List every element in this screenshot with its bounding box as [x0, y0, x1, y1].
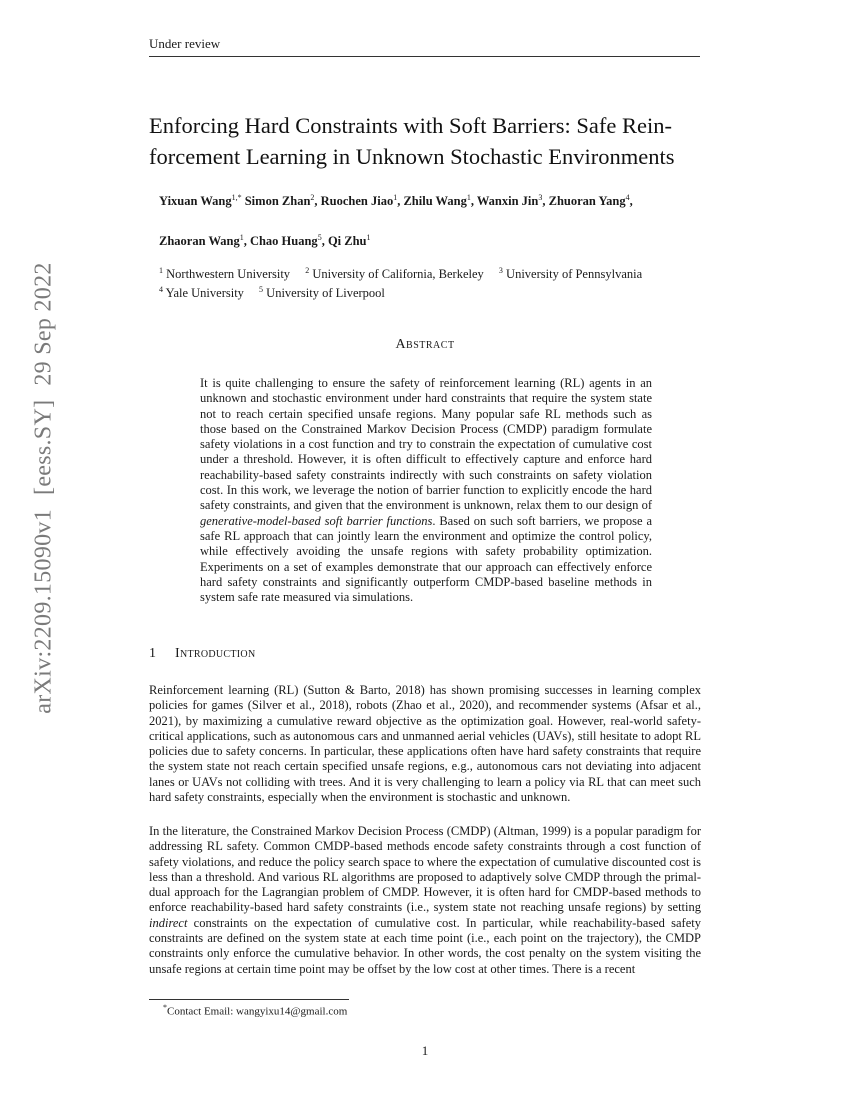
intro-paragraph-2: In the literature, the Constrained Markov Decision Process (CMDP) (Altman, 1999) is a popular paradigm for addressing RL safety. Common CMDP-based methods encode safety constraints through a cost function of safety violations, and reduce the policy search space to where the expectation of cumulative discounted cost is less than a threshold. And various RL algorithms are proposed to adaptively solve CMDP through the primal-dual approach for the Lagrangian problem of CMDP. However, it is often hard for CMDP-based methods to enforce reachability-based hard safety constraints (i.e., system state not reaching unsafe regions) by setting indirect constraints on the expectation of cumulative cost. In particular, while reachability-based safety constraints are defined on the system state at each time point (i.e., each point on the trajectory), the CMDP constraints only enforce the cumulative behavior. In other words, the cost penalty on the system visiting the unsafe regions at certain time point may be offset by the low cost at other times. There is a recent — [149, 824, 701, 976]
arxiv-id: arXiv:2209.15090v1 — [30, 508, 57, 714]
affiliation: University of Pennsylvania — [506, 267, 643, 282]
arxiv-date: 29 Sep 2022 — [30, 262, 57, 386]
section-number: 1 — [149, 646, 157, 661]
footnote-divider — [149, 999, 349, 1000]
author-affiliation: 4 — [625, 193, 630, 202]
section-heading-introduction — [149, 646, 255, 662]
footnote — [163, 1003, 347, 1018]
author-list-line-2: Zhaoran Wang$^1$, Chao Huang$^5$, Qi Zhu$^1$ — [159, 233, 371, 249]
title-line-2: forcement Learning in Unknown Stochastic Environments — [149, 144, 675, 169]
author-name: Yixuan Wang — [159, 194, 232, 209]
author-name: Simon Zhan — [244, 194, 311, 209]
affiliation: University of California, Berkeley — [312, 267, 484, 282]
author-affiliation: 5 — [317, 233, 322, 242]
author-name: Zhilu Wang — [403, 194, 467, 209]
author-name: Zhuoran Yang — [548, 194, 626, 209]
abstract-body: It is quite challenging to ensure the safety of reinforcement learning (RL) agents in an unknown and stochastic environment under hard constraints that require the system state not to reach certain specified unsafe regions. Many popular safe RL methods such as those based on the Constrained Markov Decision Process (CMDP) paradigm formulate safety violations in a cost function and try to constrain the expectation of cumulative cost under a threshold. However, it is often difficult to effectively capture and enforce hard reachability-based safety constraints indirectly with such constraints on safety violation cost. In this work, we leverage the notion of barrier function to explicitly encode the hard safety constraints, and given that the environment is unknown, relax them to our design of generative-model-based soft barrier functions. Based on such soft barriers, we propose a safe RL approach that can jointly learn the environment and optimize the control policy, while effectively avoiding the unsafe regions with safety probability optimization. Experiments on a set of examples demonstrate that our approach can effectively enforce hard safety constraints and significantly outperform CMDP-based baseline methods in system safe rate measured via simulations. — [200, 376, 652, 605]
author-affiliation: 2 — [310, 193, 315, 202]
paragraph-emphasis: indirect — [149, 915, 188, 930]
author-name: Wanxin Jin — [476, 194, 539, 209]
page-number: 1 — [421, 1043, 429, 1058]
paper-title — [149, 110, 700, 172]
author-affiliation: 1 — [466, 193, 471, 202]
affiliation: University of Liverpool — [266, 286, 385, 301]
affiliations-line-2: $^4$ Yale University $^5$ University of Liverpool — [159, 285, 385, 301]
footnote-marker: * — [163, 1003, 167, 1012]
author-affiliation: 1 — [366, 233, 371, 242]
author-name: Zhaoran Wang — [159, 234, 240, 249]
author-affiliation: 3 — [538, 193, 543, 202]
section-title: Introduction — [175, 646, 256, 661]
running-header: Under review — [149, 36, 700, 57]
author-affiliation: 1 — [239, 233, 244, 242]
affiliation: Northwestern University — [166, 267, 291, 282]
author-name: Ruochen Jiao — [320, 194, 394, 209]
abstract-heading: Abstract — [395, 337, 455, 352]
footnote-text: Contact Email: wangyixu14@gmail.com — [167, 1005, 348, 1018]
arxiv-category: [eess.SY] — [30, 399, 57, 495]
affiliation: Yale University — [165, 286, 244, 301]
author-name: Chao Huang — [249, 234, 318, 249]
title-line-1: Enforcing Hard Constraints with Soft Barriers: Safe Rein- — [149, 113, 673, 138]
author-affiliation: 1,* — [231, 193, 242, 202]
author-affiliation: 1 — [393, 193, 398, 202]
arxiv-side-stamp — [31, 262, 58, 713]
intro-paragraph-1: Reinforcement learning (RL) (Sutton & Barto, 2018) has shown promising successes in learning complex policies for games (Silver et al., 2018), robots (Zhao et al., 2020), and recommender systems (Afsar et al., 2021), by maximizing a cumulative reward objective as the optimization goal. However, real-world safety-critical applications, such as autonomous cars and unmanned aerial vehicles (UAVs), still hesitate to adopt RL policies due to safety concerns. In particular, these applications often have hard safety constraints that require the system state not reach certain specified unsafe regions, e.g., autonomous cars not deviating into adjacent lanes or UAVs not colliding with trees. And it is very challenging to learn a policy via RL that can meet such hard safety constraints, especially when the environment is stochastic and unknown. — [149, 683, 701, 805]
affiliations — [159, 263, 704, 301]
author-list-line-1: Yixuan Wang$^{1,*}$ Simon Zhan$^2$, Ruochen Jiao$^1$, Zhilu Wang$^1$, Wanxin Jin$^3$, Zhuoran Yang$^4$, — [159, 193, 633, 209]
author-name: Qi Zhu — [327, 234, 367, 249]
abstract-emphasis: generative-model-based soft barrier functions — [200, 513, 433, 528]
affiliations-line-1: $^1$ Northwestern University $^2$ University of California, Berkeley $^3$ University of Pennsylvania — [159, 266, 643, 282]
